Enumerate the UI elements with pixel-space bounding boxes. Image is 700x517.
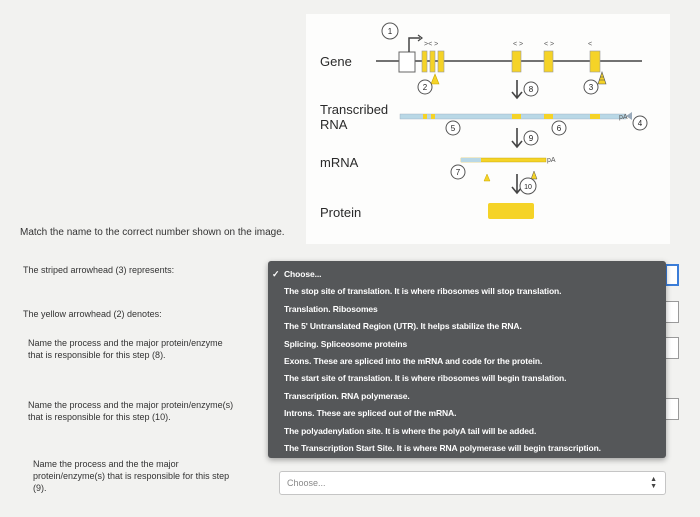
- dropdown-option-translation[interactable]: Translation. Ribosomes: [284, 303, 378, 314]
- label-mrna: mRNA: [320, 155, 359, 170]
- question-5-line1: Name the process and the the major: [33, 459, 179, 469]
- answer-select-2-edge[interactable]: [665, 301, 679, 323]
- yellow-arrowhead-icon: [431, 74, 439, 84]
- answer-select-4-edge[interactable]: [665, 398, 679, 420]
- answer-select-5[interactable]: [279, 471, 666, 495]
- question-5-line2: protein/enzyme(s) that is responsible for this step: [33, 471, 230, 481]
- gene-expression-diagram: [306, 14, 670, 244]
- question-3-line1: Name the process and the major protein/enzyme: [28, 338, 223, 348]
- exon-2: [430, 51, 435, 72]
- dropdown-option-exons[interactable]: Exons. These are spliced into the mRNA and code for the protein.: [284, 355, 543, 366]
- checkmark-icon: ✓: [272, 269, 280, 279]
- dropdown-option-splicing[interactable]: Splicing. Spliceosome proteins: [284, 338, 408, 349]
- question-1: [23, 264, 174, 276]
- label-protein: Protein: [320, 205, 362, 220]
- dropdown-option-transcription[interactable]: Transcription. RNA polymerase.: [284, 390, 410, 401]
- number-6: 6: [556, 124, 562, 133]
- answer-dropdown-menu[interactable]: [268, 261, 666, 458]
- number-5: 5: [450, 124, 456, 133]
- svg-text:<: <: [588, 41, 593, 48]
- arrow-step-8-icon: [512, 80, 522, 98]
- answer-select-1-edge[interactable]: [665, 264, 679, 286]
- question-2: [23, 308, 162, 320]
- exon-5: [544, 51, 553, 72]
- arrow-step-9-icon: [512, 128, 522, 147]
- question-4: [28, 399, 233, 423]
- exon-1: [422, 51, 427, 72]
- number-8: 8: [528, 85, 534, 94]
- question-2-text: The yellow arrowhead (2) denotes:: [23, 309, 162, 319]
- answer-select-3-edge[interactable]: [665, 337, 679, 359]
- dropdown-option-stop-site[interactable]: The stop site of translation. It is where ribosomes will stop translation.: [284, 286, 562, 297]
- label-gene: Gene: [320, 54, 352, 69]
- instruction-text: Match the name to the correct number shown on the image.: [20, 227, 285, 238]
- question-5: [33, 458, 229, 494]
- pa-label-mrna: pA: [547, 157, 556, 164]
- exon-3: [438, 51, 444, 72]
- question-4-line2: that is responsible for this step (10).: [28, 412, 171, 422]
- question-1-text: The striped arrowhead (3) represents:: [23, 265, 175, 275]
- exon-6: [590, 51, 600, 72]
- dropdown-option-label: Choose...: [284, 269, 322, 279]
- dropdown-option-5-utr[interactable]: The 5' Untranslated Region (UTR). It helps stabilize the RNA.: [284, 321, 522, 332]
- dropdown-option-polyadenylation[interactable]: The polyadenylation site. It is where the polyA tail will be added.: [284, 425, 537, 436]
- striped-arrowhead-icon: [598, 72, 606, 84]
- number-1: 1: [387, 27, 393, 36]
- question-3: [28, 337, 223, 361]
- answer-select-5-value: Choose...: [287, 478, 326, 488]
- exon-4: [512, 51, 521, 72]
- number-2: 2: [422, 83, 428, 92]
- select-updown-icon: ▲ ▼: [650, 476, 657, 490]
- question-3-line2: that is responsible for this step (8).: [28, 350, 166, 360]
- number-9: 9: [528, 134, 534, 143]
- svg-text:< >: < >: [513, 41, 524, 48]
- label-rna: RNA: [320, 117, 348, 132]
- svg-text:< >: < >: [544, 41, 555, 48]
- svg-text:>< >: >< >: [424, 41, 439, 48]
- dropdown-option-choose[interactable]: [268, 266, 666, 283]
- number-4: 4: [637, 119, 643, 128]
- label-transcribed: Transcribed: [320, 102, 389, 117]
- protein-block: [488, 203, 534, 219]
- question-4-line1: Name the process and the major protein/enzyme(s): [28, 400, 234, 410]
- pa-label-rna: pA: [619, 114, 628, 121]
- dropdown-option-tss[interactable]: The Transcription Start Site. It is where RNA polymerase will begin transcription.: [284, 442, 601, 453]
- dropdown-option-start-site[interactable]: The start site of translation. It is where ribosomes will begin translation.: [284, 373, 567, 384]
- number-3: 3: [588, 83, 594, 92]
- number-7: 7: [455, 168, 461, 177]
- question-5-line3: (9).: [33, 483, 47, 493]
- dropdown-option-introns[interactable]: Introns. These are spliced out of the mRNA.: [284, 408, 457, 419]
- promoter-box: [399, 52, 415, 72]
- number-10: 10: [524, 184, 532, 191]
